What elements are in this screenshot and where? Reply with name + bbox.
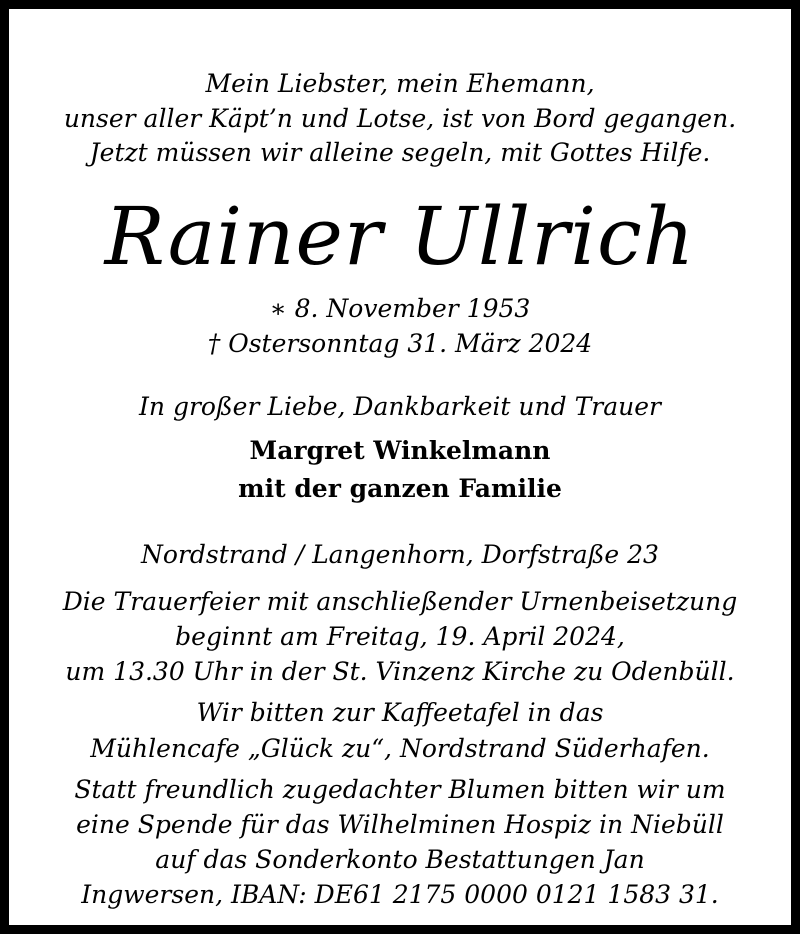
- mourning-line: In großer Liebe, Dankbarkeit und Trauer: [139, 392, 661, 421]
- mourner-name: Margret Winkelmann: [249, 436, 551, 465]
- donation-line: eine Spende für das Wilhelminen Hospiz in Niebüll: [76, 810, 724, 839]
- coffee-line: Mühlencafe „Glück zu“, Nordstrand Süderhafen.: [90, 734, 710, 763]
- deceased-name: Rainer Ullrich: [104, 190, 696, 283]
- ceremony-line: beginnt am Freitag, 19. April 2024,: [175, 622, 625, 651]
- birth-date: ∗ 8. November 1953: [269, 294, 531, 323]
- verse-line: unser aller Käpt’n und Lotse, ist von Bord gegangen.: [63, 104, 737, 133]
- address: Nordstrand / Langenhorn, Dorfstraße 23: [141, 540, 659, 569]
- verse-line: Mein Liebster, mein Ehemann,: [205, 69, 595, 98]
- ceremony-line: Die Trauerfeier mit anschließender Urnenbeisetzung: [62, 587, 738, 616]
- death-date: † Ostersonntag 31. März 2024: [207, 329, 593, 358]
- donation-line: Statt freundlich zugedachter Blumen bitten wir um: [74, 775, 726, 804]
- mourner-family: mit der ganzen Familie: [238, 474, 562, 503]
- donation-line: Ingwersen, IBAN: DE61 2175 0000 0121 1583 31.: [81, 880, 719, 909]
- coffee-line: Wir bitten zur Kaffeetafel in das: [196, 698, 604, 727]
- ceremony-line: um 13.30 Uhr in der St. Vinzenz Kirche zu Odenbüll.: [65, 657, 735, 686]
- donation-line: auf das Sonderkonto Bestattungen Jan: [155, 845, 645, 874]
- verse-line: Jetzt müssen wir alleine segeln, mit Gottes Hilfe.: [89, 138, 711, 167]
